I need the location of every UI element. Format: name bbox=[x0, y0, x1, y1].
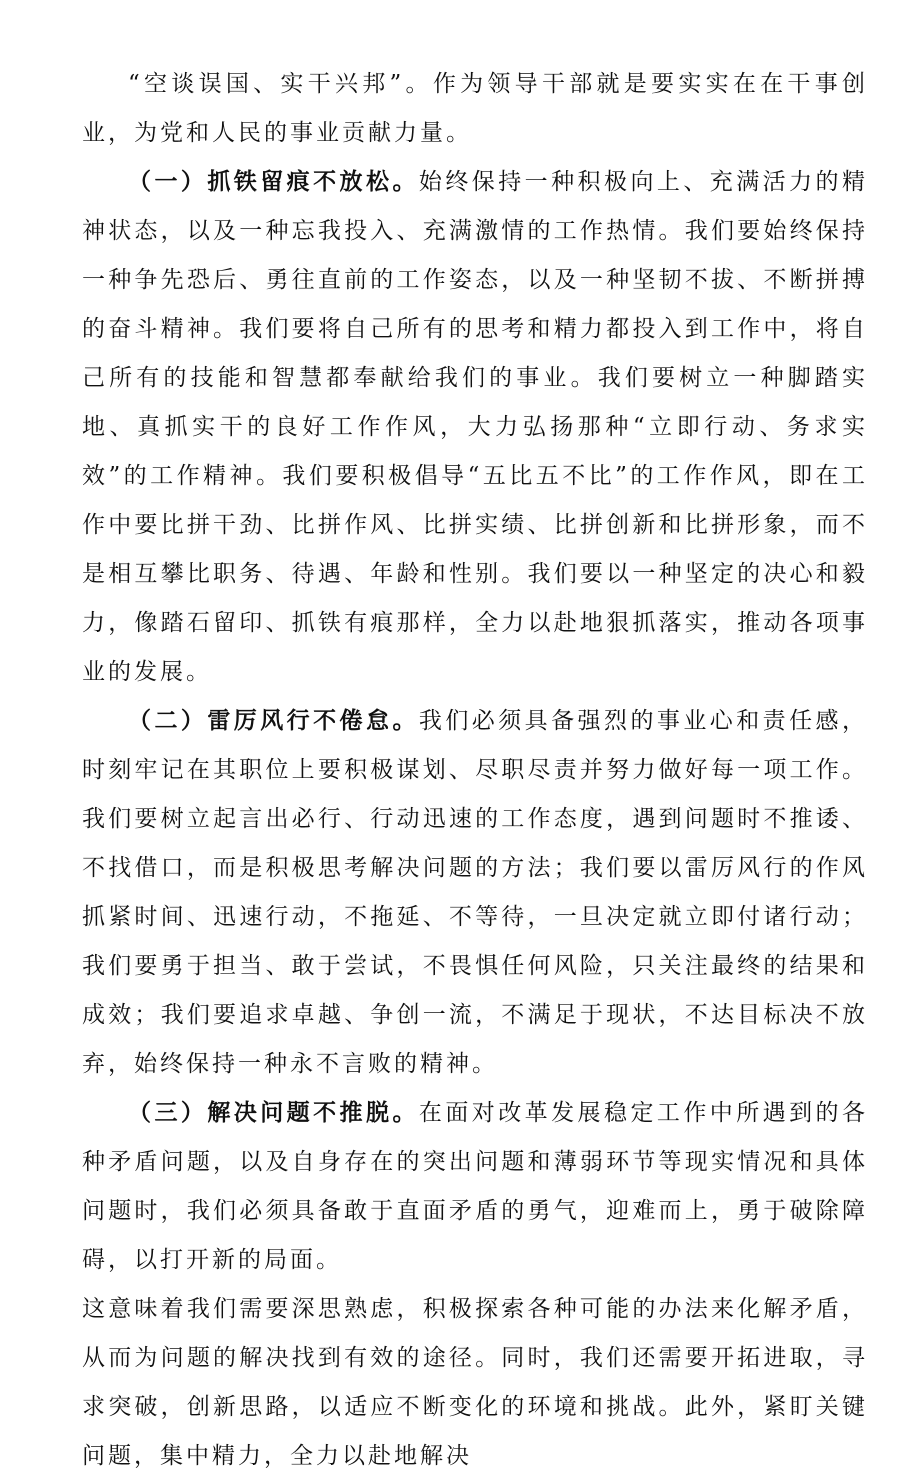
section-body-2: 我们必须具备强烈的事业心和责任感，时刻牢记在其职位上要积极谋划、尽职尽责并努力做好每一项工作。我们要树立起言出必行、行动迅速的工作态度，遇到问题时不推诿、不找借口，而是积极思考解决问题的方法；我们要以雷厉风行的作风抓紧时间、迅速行动，不拖延、不等待，一旦决定就立即付诸行动；我们要勇于担当、敢于尝试，不畏惧任何风险，只关注最终的结果和成效；我们要追求卓越、争创一流，不满足于现状，不达目标决不放弃，始终保持一种永不言败的精神。 bbox=[82, 708, 869, 1077]
section-heading-1: （一）抓铁留痕不放松。 bbox=[128, 169, 419, 195]
section-heading-2: （二）雷厉风行不倦怠。 bbox=[128, 708, 419, 734]
section-paragraph-2 bbox=[82, 697, 868, 1089]
intro-paragraph: “空谈误国、实干兴邦”。作为领导干部就是要实实在在干事创业，为党和人民的事业贡献力量。 bbox=[82, 71, 868, 146]
section-paragraph-1 bbox=[82, 158, 868, 697]
section-heading-3: （三）解决问题不推脱。 bbox=[128, 1100, 419, 1126]
section-body-3: 在面对改革发展稳定工作中所遇到的各种矛盾问题，以及自身存在的突出问题和薄弱环节等现实情况和具体问题时，我们必须具备敢于直面矛盾的勇气，迎难而上，勇于破除障碍，以打开新的局面。 bbox=[82, 1100, 869, 1273]
section-body-1: 始终保持一种积极向上、充满活力的精神状态，以及一种忘我投入、充满激情的工作热情。我们要始终保持一种争先恐后、勇往直前的工作姿态，以及一种坚韧不拔、不断拼搏的奋斗精神。我们要将自己所有的思考和精力都投入到工作中，将自己所有的技能和智慧都奉献给我们的事业。我们要树立一种脚踏实地、真抓实干的良好工作作风，大力弘扬那种“立即行动、务求实效”的工作精神。我们要积极倡导“五比五不比”的工作作风，即在工作中要比拼干劲、比拼作风、比拼实绩、比拼创新和比拼形象，而不是相互攀比职务、待遇、年龄和性别。我们要以一种坚定的决心和毅力，像踏石留印、抓铁有痕那样，全力以赴地狠抓落实，推动各项事业的发展。 bbox=[82, 169, 869, 685]
section-paragraph-3 bbox=[82, 1089, 868, 1285]
continuation-paragraph: 这意味着我们需要深思熟虑，积极探索各种可能的办法来化解矛盾，从而为问题的解决找到有效的途径。同时，我们还需要开拓进取，寻求突破，创新思路，以适应不断变化的环境和挑战。此外，紧盯关键问题，集中精力，全力以赴地解决 bbox=[82, 1296, 868, 1469]
